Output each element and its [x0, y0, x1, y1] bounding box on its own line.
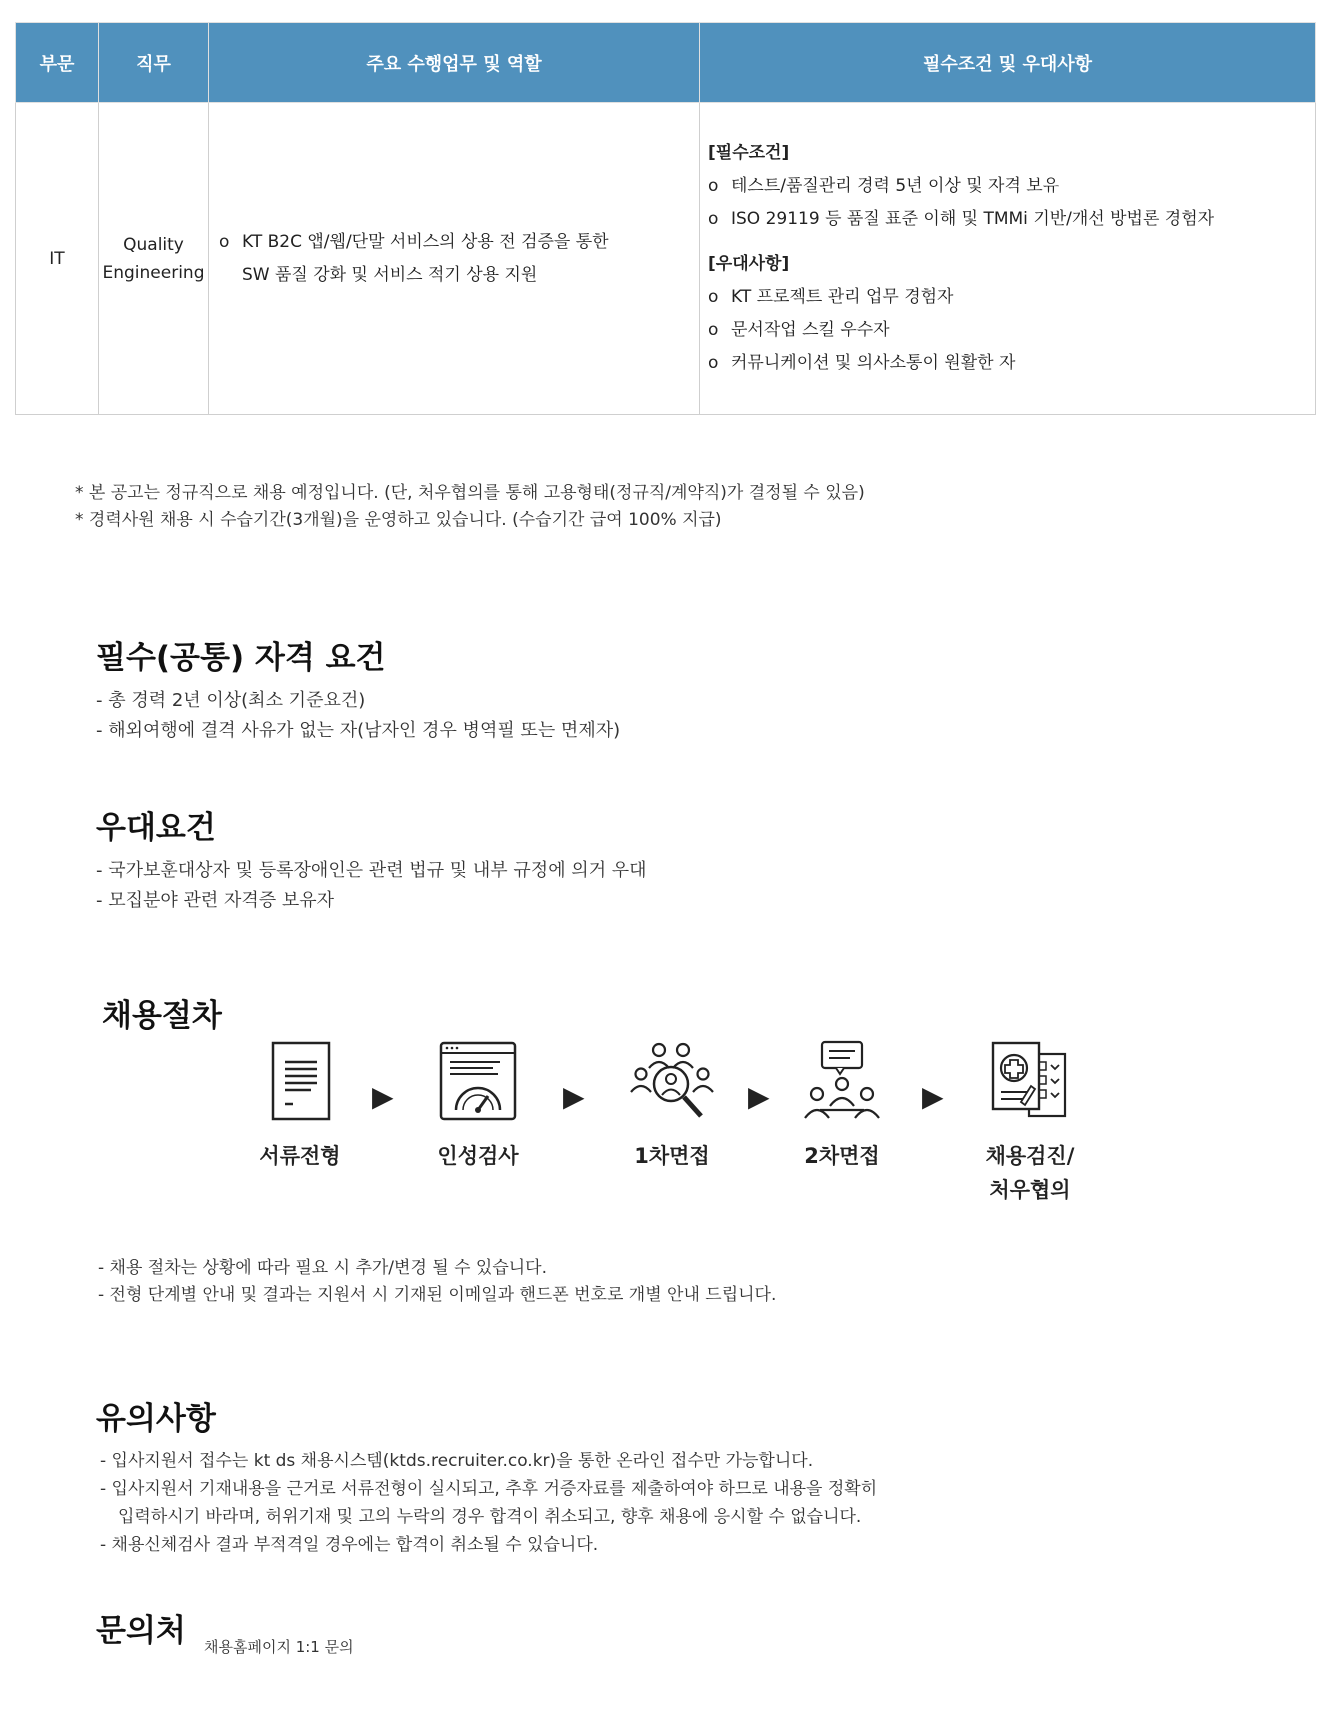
process-notes: [98, 1255, 776, 1309]
duty-item: [219, 226, 699, 292]
bullet-marker: o: [708, 176, 719, 196]
list-item: - 입사지원서 기재내용을 근거로 서류전형이 실시되고, 추후 거증자료를 제출하여야 하므로 내용을 정확히: [100, 1479, 878, 1499]
list-item: [708, 170, 1315, 203]
header-division: 부문: [16, 23, 99, 103]
list-item: [708, 347, 1315, 380]
required-item-1: 테스트/품질관리 경력 5년 이상 및 자격 보유: [731, 176, 1060, 196]
duty-cell: [209, 103, 700, 415]
header-job: 직무: [99, 23, 209, 103]
bullet-marker: o: [708, 209, 719, 229]
division-cell: [16, 103, 99, 415]
duty-line2: SW 품질 강화 및 서비스 적기 상용 지원: [242, 264, 538, 285]
duty-line1: KT B2C 앱/웹/단말 서비스의 상용 전 검증을 통한: [242, 231, 609, 252]
document-icon: [265, 1040, 335, 1125]
preferred-item-3: 커뮤니케이션 및 의사소통이 원활한 자: [731, 353, 1016, 373]
contact-title: 문의처: [96, 1613, 186, 1649]
list-item: - 전형 단계별 안내 및 결과는 지원서 시 기재된 이메일과 핸드폰 번호로 개별 안내 드립니다.: [98, 1285, 777, 1305]
contact-subtitle: 채용홈페이지 1:1 문의: [204, 1638, 354, 1656]
arrow-icon: ▶: [922, 1080, 944, 1113]
medical-checkup-icon: [989, 1040, 1071, 1125]
list-item: [708, 203, 1315, 236]
list-item: - 국가보훈대상자 및 등록장애인은 관련 법규 및 내부 규정에 의거 우대: [96, 860, 647, 881]
list-item: - 해외여행에 결격 사유가 없는 자(남자인 경우 병역필 또는 면제자): [96, 720, 621, 741]
employment-notes: [75, 480, 865, 534]
header-requirements: 필수조건 및 우대사항: [700, 23, 1316, 103]
common-requirements-title: 필수(공통) 자격 요건: [96, 640, 386, 676]
requirements-cell: [700, 103, 1316, 415]
process-steps: [0, 1040, 1335, 1240]
step-label-line2: 처우협의: [989, 1178, 1071, 1202]
job-title-line2: Engineering: [102, 262, 205, 283]
process-step: [230, 1040, 370, 1173]
arrow-icon: ▶: [372, 1080, 394, 1113]
bullet-marker: o: [708, 287, 719, 307]
header-duties: 주요 수행업무 및 역할: [209, 23, 700, 103]
step-label: 1차면접: [634, 1144, 710, 1168]
required-item-2: ISO 29119 등 품질 표준 이해 및 TMMi 기반/개선 방법론 경험자: [731, 209, 1215, 229]
list-item: - 모집분야 관련 자격증 보유자: [96, 890, 335, 911]
duty-text: [242, 226, 609, 292]
arrow-icon: ▶: [748, 1080, 770, 1113]
people-search-icon: [627, 1040, 717, 1125]
process-step: [772, 1040, 912, 1173]
cautions-title: 유의사항: [96, 1401, 216, 1437]
bullet-marker: o: [708, 353, 719, 373]
list-item: - 총 경력 2년 이상(최소 기준요건): [96, 690, 366, 711]
required-heading: [필수조건]: [708, 143, 790, 163]
step-label-line1: 채용검진/: [985, 1144, 1075, 1168]
preferred-title: 우대요건: [96, 810, 216, 846]
arrow-icon: ▶: [563, 1080, 585, 1113]
job-table: [15, 22, 1316, 415]
bullet-marker: o: [708, 320, 719, 340]
list-item: - 입사지원서 접수는 kt ds 채용시스템(ktds.recruiter.co.kr)을 통한 온라인 접수만 가능합니다.: [100, 1451, 814, 1471]
process-step: [960, 1040, 1100, 1207]
preferred-list: [96, 856, 647, 916]
bullet-marker: o: [219, 231, 230, 252]
table-row: [16, 103, 1316, 415]
job-cell: [99, 103, 209, 415]
preferred-item-1: KT 프로젝트 관리 업무 경험자: [731, 287, 954, 307]
step-label: [960, 1139, 1100, 1207]
job-title-line1: Quality: [123, 234, 184, 255]
step-label: 인성검사: [437, 1144, 519, 1168]
process-step: [602, 1040, 742, 1173]
table-header-row: [16, 23, 1316, 103]
interview-icon: [802, 1040, 882, 1125]
common-requirements-list: [96, 686, 620, 746]
list-item: - 채용신체검사 결과 부적격일 경우에는 합격이 취소될 수 있습니다.: [100, 1535, 599, 1555]
cautions-list: [100, 1447, 877, 1559]
list-item: 입력하시기 바라며, 허위기재 및 고의 누락의 경우 합격이 취소되고, 향후 채용에 응시할 수 없습니다.: [118, 1507, 862, 1527]
note-1: * 본 공고는 정규직으로 채용 예정입니다. (단, 처우협의를 통해 고용형태(정규직/계약직)가 결정될 수 있음): [75, 483, 865, 503]
preferred-heading: [우대사항]: [708, 254, 790, 274]
note-2: * 경력사원 채용 시 수습기간(3개월)을 운영하고 있습니다. (수습기간 급여 100% 지급): [75, 510, 722, 530]
list-item: - 채용 절차는 상황에 따라 필요 시 추가/변경 될 수 있습니다.: [98, 1258, 548, 1278]
list-item: [708, 314, 1315, 347]
preferred-item-2: 문서작업 스킬 우수자: [731, 320, 890, 340]
step-label: 2차면접: [804, 1144, 880, 1168]
speed-test-icon: [438, 1040, 518, 1125]
process-title: 채용절차: [102, 998, 222, 1034]
division-value: IT: [49, 248, 65, 269]
step-label: 서류전형: [259, 1144, 341, 1168]
process-step: [408, 1040, 548, 1173]
list-item: [708, 281, 1315, 314]
